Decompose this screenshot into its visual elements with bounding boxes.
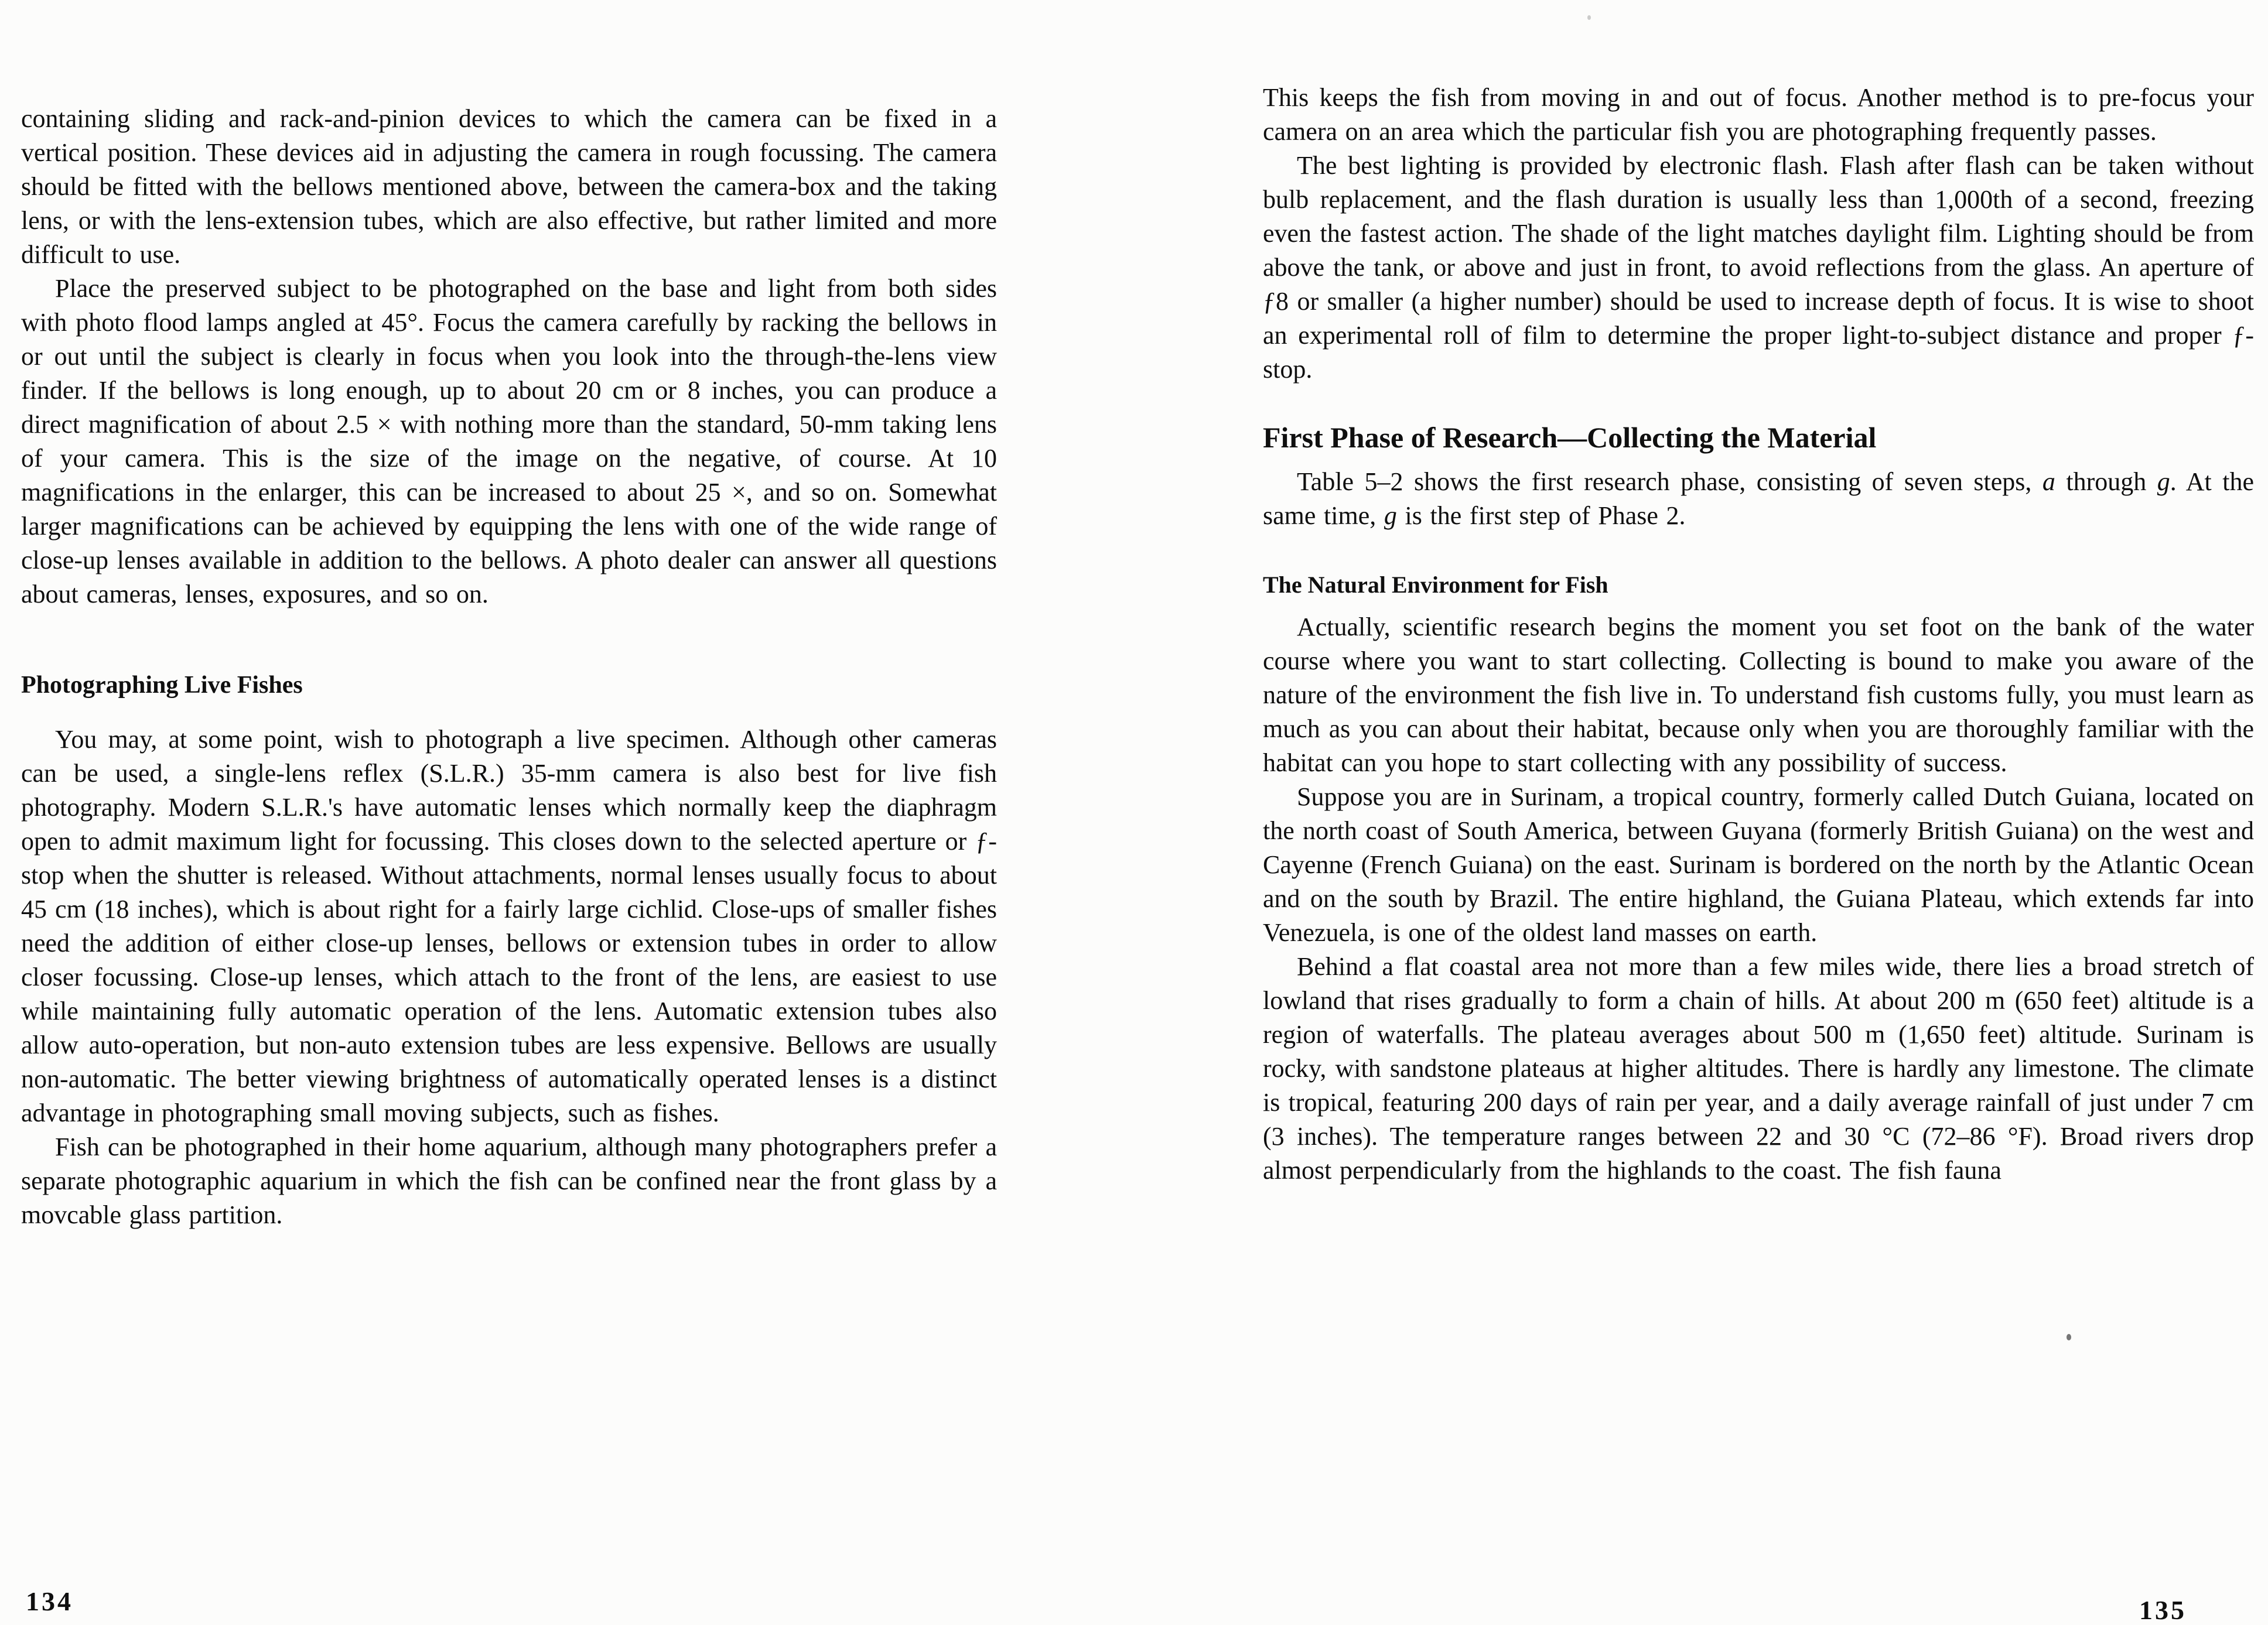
- page-number-left: 134: [26, 1586, 73, 1616]
- paragraph-research-begins: Actually, scientific research begins the moment you set foot on the bank of the water course where you want to start collecting. Collecting is bound to make you aware of the nature of the environment the fish live in. To understand fish customs fully, you must learn as much as you can about their habitat, because only when you are thoroughly familiar with the habitat can you hope to start collecting with any possibility of success.: [1263, 613, 2254, 777]
- phase-text-part: is the first step of Phase 2.: [1396, 501, 1686, 530]
- scan-artifact: [2067, 1334, 2071, 1340]
- paragraph-surinam: Suppose you are in Surinam, a tropical country, formerly called Dutch Guiana, located on the north coast of South America, between Guyana (formerly British Guiana) on the west and Cayenne (French Guiana) on the east. Surinam is bordered on the north by the Atlantic Ocean and on the south by Brazil. The entire highland, the Guiana Plateau, which extends far into Venezuela, is one of the oldest land masses on earth.: [1263, 782, 2254, 947]
- left-page: [21, 102, 997, 1232]
- paragraph-coastal: Behind a flat coastal area not more than a few miles wide, there lies a broad stretch of lowland that rises gradually to form a chain of hills. At about 200 m (650 feet) altitude is a region of waterfalls. The plateau averages about 500 m (1,650 feet) altitude. Surinam is rocky, with sandstone plateaus at higher altitudes. There is hardly any limestone. The climate is tropical, featuring 200 days of rain per year, and a daily average rainfall of just under 7 cm (3 inches). The temperature ranges between 22 and 30 °C (72–86 °F). Broad rivers drop almost perpendicularly from the highlands to the coast. The fish fauna: [1263, 952, 2254, 1185]
- phase-italic-step-g: g: [2157, 467, 2170, 496]
- paragraph-focus: This keeps the fish from moving in and out of focus. Another method is to pre-focus your camera on an area which the particular fish you are photographing frequently passes.: [1263, 83, 2254, 146]
- paragraph-lighting: The best lighting is provided by electronic flash. Flash after flash can be taken without bulb replacement, and the flash duration is usually less than 1,000th of a second, freezing even the fastest action. The shade of the light matches daylight film. Lighting should be from above the tank, or above and just in front, to avoid reflections from the glass. An aperture of ƒ8 or smaller (a higher number) should be used to increase depth of focus. It is wise to shoot an experimental roll of film to determine the proper light-to-subject distance and proper ƒ-stop.: [1263, 151, 2254, 384]
- section-heading-photographing-live-fishes: Photographing Live Fishes: [21, 672, 303, 699]
- paragraph-home-aquarium: Fish can be photographed in their home aquarium, although many photographers prefer a separate photographic aquarium in which the fish can be confined near the front glass by a movcable glass partition.: [21, 1133, 997, 1229]
- phase-text-part: . At the same time,: [1263, 467, 2254, 530]
- paragraph-camera-stand: containing sliding and rack-and-pinion devices to which the camera can be fixed in a vertical position. These devices aid in adjusting the camera in rough focussing. The camera should be fitted with the bellows mentioned above, between the camera-box and the taking lens, or with the lens-extension tubes, which are also effective, but rather limited and more difficult to use.: [21, 104, 997, 269]
- right-page: [1263, 81, 2254, 1188]
- phase-italic-step-g: g: [1384, 501, 1397, 530]
- section-heading-first-phase: First Phase of Research—Collecting the Material: [1263, 421, 1877, 454]
- section-heading-natural-environment: The Natural Environment for Fish: [1263, 572, 1608, 598]
- phase-text-part: through: [2055, 467, 2157, 496]
- paragraph-live-specimen: You may, at some point, wish to photograph a live specimen. Although other cameras can be used, a single-lens reflex (S.L.R.) 35-mm camera is also best for live fish photography. Modern S.L.R.'s have automatic lenses which normally keep the diaphragm open to admit maximum light for focussing. This closes down to the selected aperture or ƒ-stop when the shutter is released. Without attachments, normal lenses usually focus to about 45 cm (18 inches), which is about right for a fairly large cichlid. Close-ups of smaller fishes need the addition of either close-up lenses, bellows or extension tubes in order to allow closer focussing. Close-up lenses, which attach to the front of the lens, are easiest to use while maintaining fully automatic operation of the lens. Automatic extension tubes also allow auto-operation, but non-auto extension tubes are less expensive. Bellows are usually non-automatic. The better viewing brightness of automatically operated lenses is a distinct advantage in photographing small moving subjects, such as fishes.: [21, 725, 997, 1127]
- paragraph-phase-table: [1263, 465, 2254, 533]
- phase-italic-step-a: a: [2042, 467, 2055, 496]
- page-number-right: 135: [2139, 1595, 2187, 1625]
- scan-artifact: [1587, 15, 1591, 20]
- paragraph-preserved-subject: Place the preserved subject to be photographed on the base and light from both sides with photo flood lamps angled at 45°. Focus the camera carefully by racking the bellows in or out until the subject is clearly in focus when you look into the through-the-lens view finder. If the bellows is long enough, up to about 20 cm or 8 inches, you can produce a direct magnification of about 2.5 × with nothing more than the standard, 50-mm taking lens of your camera. This is the size of the image on the negative, of course. At 10 magnifications in the enlarger, this can be increased to about 25 ×, and so on. Somewhat larger magnifications can be achieved by equipping the lens with one of the wide range of close-up lenses available in addition to the bellows. A photo dealer can answer all questions about cameras, lenses, exposures, and so on.: [21, 274, 997, 608]
- phase-text-part: Table 5–2 shows the first research phase, consisting of seven steps,: [1297, 467, 2042, 496]
